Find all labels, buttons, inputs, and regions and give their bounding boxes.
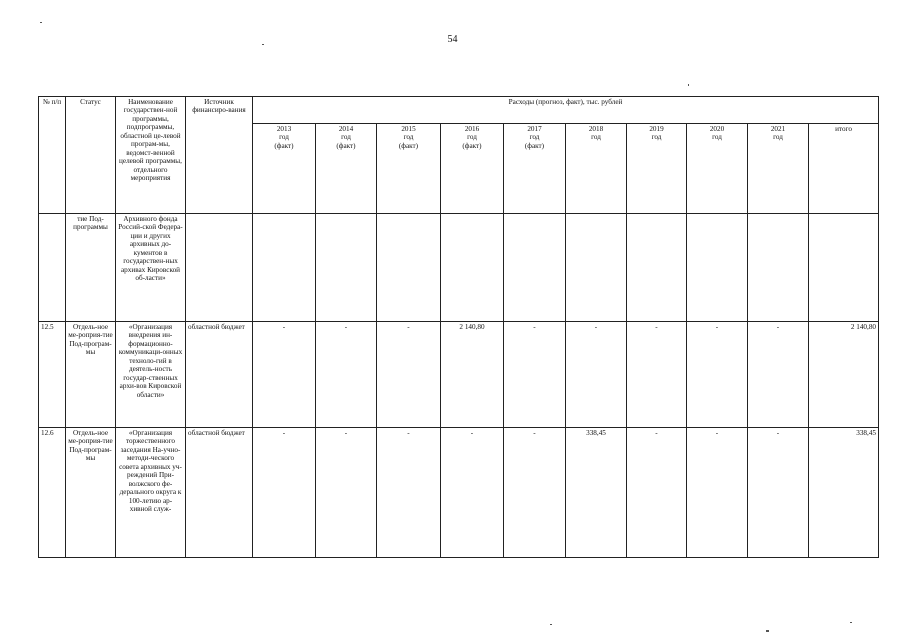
- row-value: -: [748, 322, 809, 428]
- row-value: -: [627, 322, 687, 428]
- row-value: -: [316, 428, 377, 558]
- scan-speck: [850, 622, 852, 623]
- row-total: 338,45: [809, 428, 879, 558]
- header-status: Статус: [66, 97, 116, 214]
- row-status: тие Под-программы: [66, 214, 116, 322]
- year-header: 2017 год (факт): [504, 124, 566, 214]
- scan-speck: [550, 624, 552, 625]
- row-value: [441, 214, 504, 322]
- year-header: 2019 год: [627, 124, 687, 214]
- row-total: 2 140,80: [809, 322, 879, 428]
- row-value: [504, 214, 566, 322]
- header-source: Источник финансиро-вания: [186, 97, 253, 214]
- year-header: 2021 год: [748, 124, 809, 214]
- table-row: [39, 214, 879, 322]
- scan-speck: [262, 44, 264, 45]
- row-value: [316, 214, 377, 322]
- scan-speck: [766, 630, 769, 632]
- row-status: Отдель-ное ме-роприя-тие Под-програм-мы: [66, 322, 116, 428]
- scan-speck: [40, 22, 42, 23]
- row-value: [566, 214, 627, 322]
- row-number: [39, 214, 66, 322]
- header-total: итого: [809, 124, 879, 214]
- row-source: областной бюджет: [186, 428, 253, 558]
- row-name: «Организация торжественного заседания На-учно-методи-ческого совета архивных уч-реждений При-волжского фе-дерального округа к 100-летию ар-хивной служ-: [116, 428, 186, 558]
- row-status: Отдель-ное ме-роприя-тие Под-програм-мы: [66, 428, 116, 558]
- year-header: 2020 год: [687, 124, 748, 214]
- header-name: Наименование государствен-ной программы, подпрограммы, областной це-левой програм-мы, ведомст-венной целевой программы, отдельного мероприятия: [116, 97, 186, 214]
- row-value: [748, 214, 809, 322]
- row-value: -: [687, 428, 748, 558]
- year-header: 2018 год: [566, 124, 627, 214]
- row-value: 338,45: [566, 428, 627, 558]
- row-number: 12.5: [39, 322, 66, 428]
- row-number: 12.6: [39, 428, 66, 558]
- row-source: областной бюджет: [186, 322, 253, 428]
- table-row: [39, 428, 879, 558]
- row-value: -: [687, 322, 748, 428]
- row-value: 2 140,80: [441, 322, 504, 428]
- row-value: -: [253, 322, 316, 428]
- row-value: -: [441, 428, 504, 558]
- row-value: -: [316, 322, 377, 428]
- row-value: -: [627, 428, 687, 558]
- header-number: № п/п: [39, 97, 66, 214]
- year-header: 2014 год (факт): [316, 124, 377, 214]
- row-value: -: [504, 322, 566, 428]
- row-value: -: [253, 428, 316, 558]
- row-source: [186, 214, 253, 322]
- row-value: -: [377, 428, 441, 558]
- row-total: [809, 214, 879, 322]
- page-number: 54: [447, 34, 458, 45]
- scan-speck: [688, 84, 689, 86]
- row-value: -: [504, 428, 566, 558]
- table-row: [39, 322, 879, 428]
- row-value: [627, 214, 687, 322]
- header-expenses: Расходы (прогноз, факт), тыс. рублей: [253, 97, 879, 124]
- row-value: [253, 214, 316, 322]
- row-value: -: [377, 322, 441, 428]
- row-value: [687, 214, 748, 322]
- row-name: «Организация внедрения ин-формационно-коммуникаци-онных техноло-гий в деятель-ность государ-ственных архи-вов Кировской области»: [116, 322, 186, 428]
- year-header: 2013 год (факт): [253, 124, 316, 214]
- row-value: -: [566, 322, 627, 428]
- row-value: -: [748, 428, 809, 558]
- row-name: Архивного фонда Россий-ской Федера-ции и других архивных до-кументов в государствен-ных архивах Кировской об-ласти»: [116, 214, 186, 322]
- row-value: [377, 214, 441, 322]
- year-header: 2016 год (факт): [441, 124, 504, 214]
- budget-table: [38, 96, 879, 558]
- year-header: 2015 год (факт): [377, 124, 441, 214]
